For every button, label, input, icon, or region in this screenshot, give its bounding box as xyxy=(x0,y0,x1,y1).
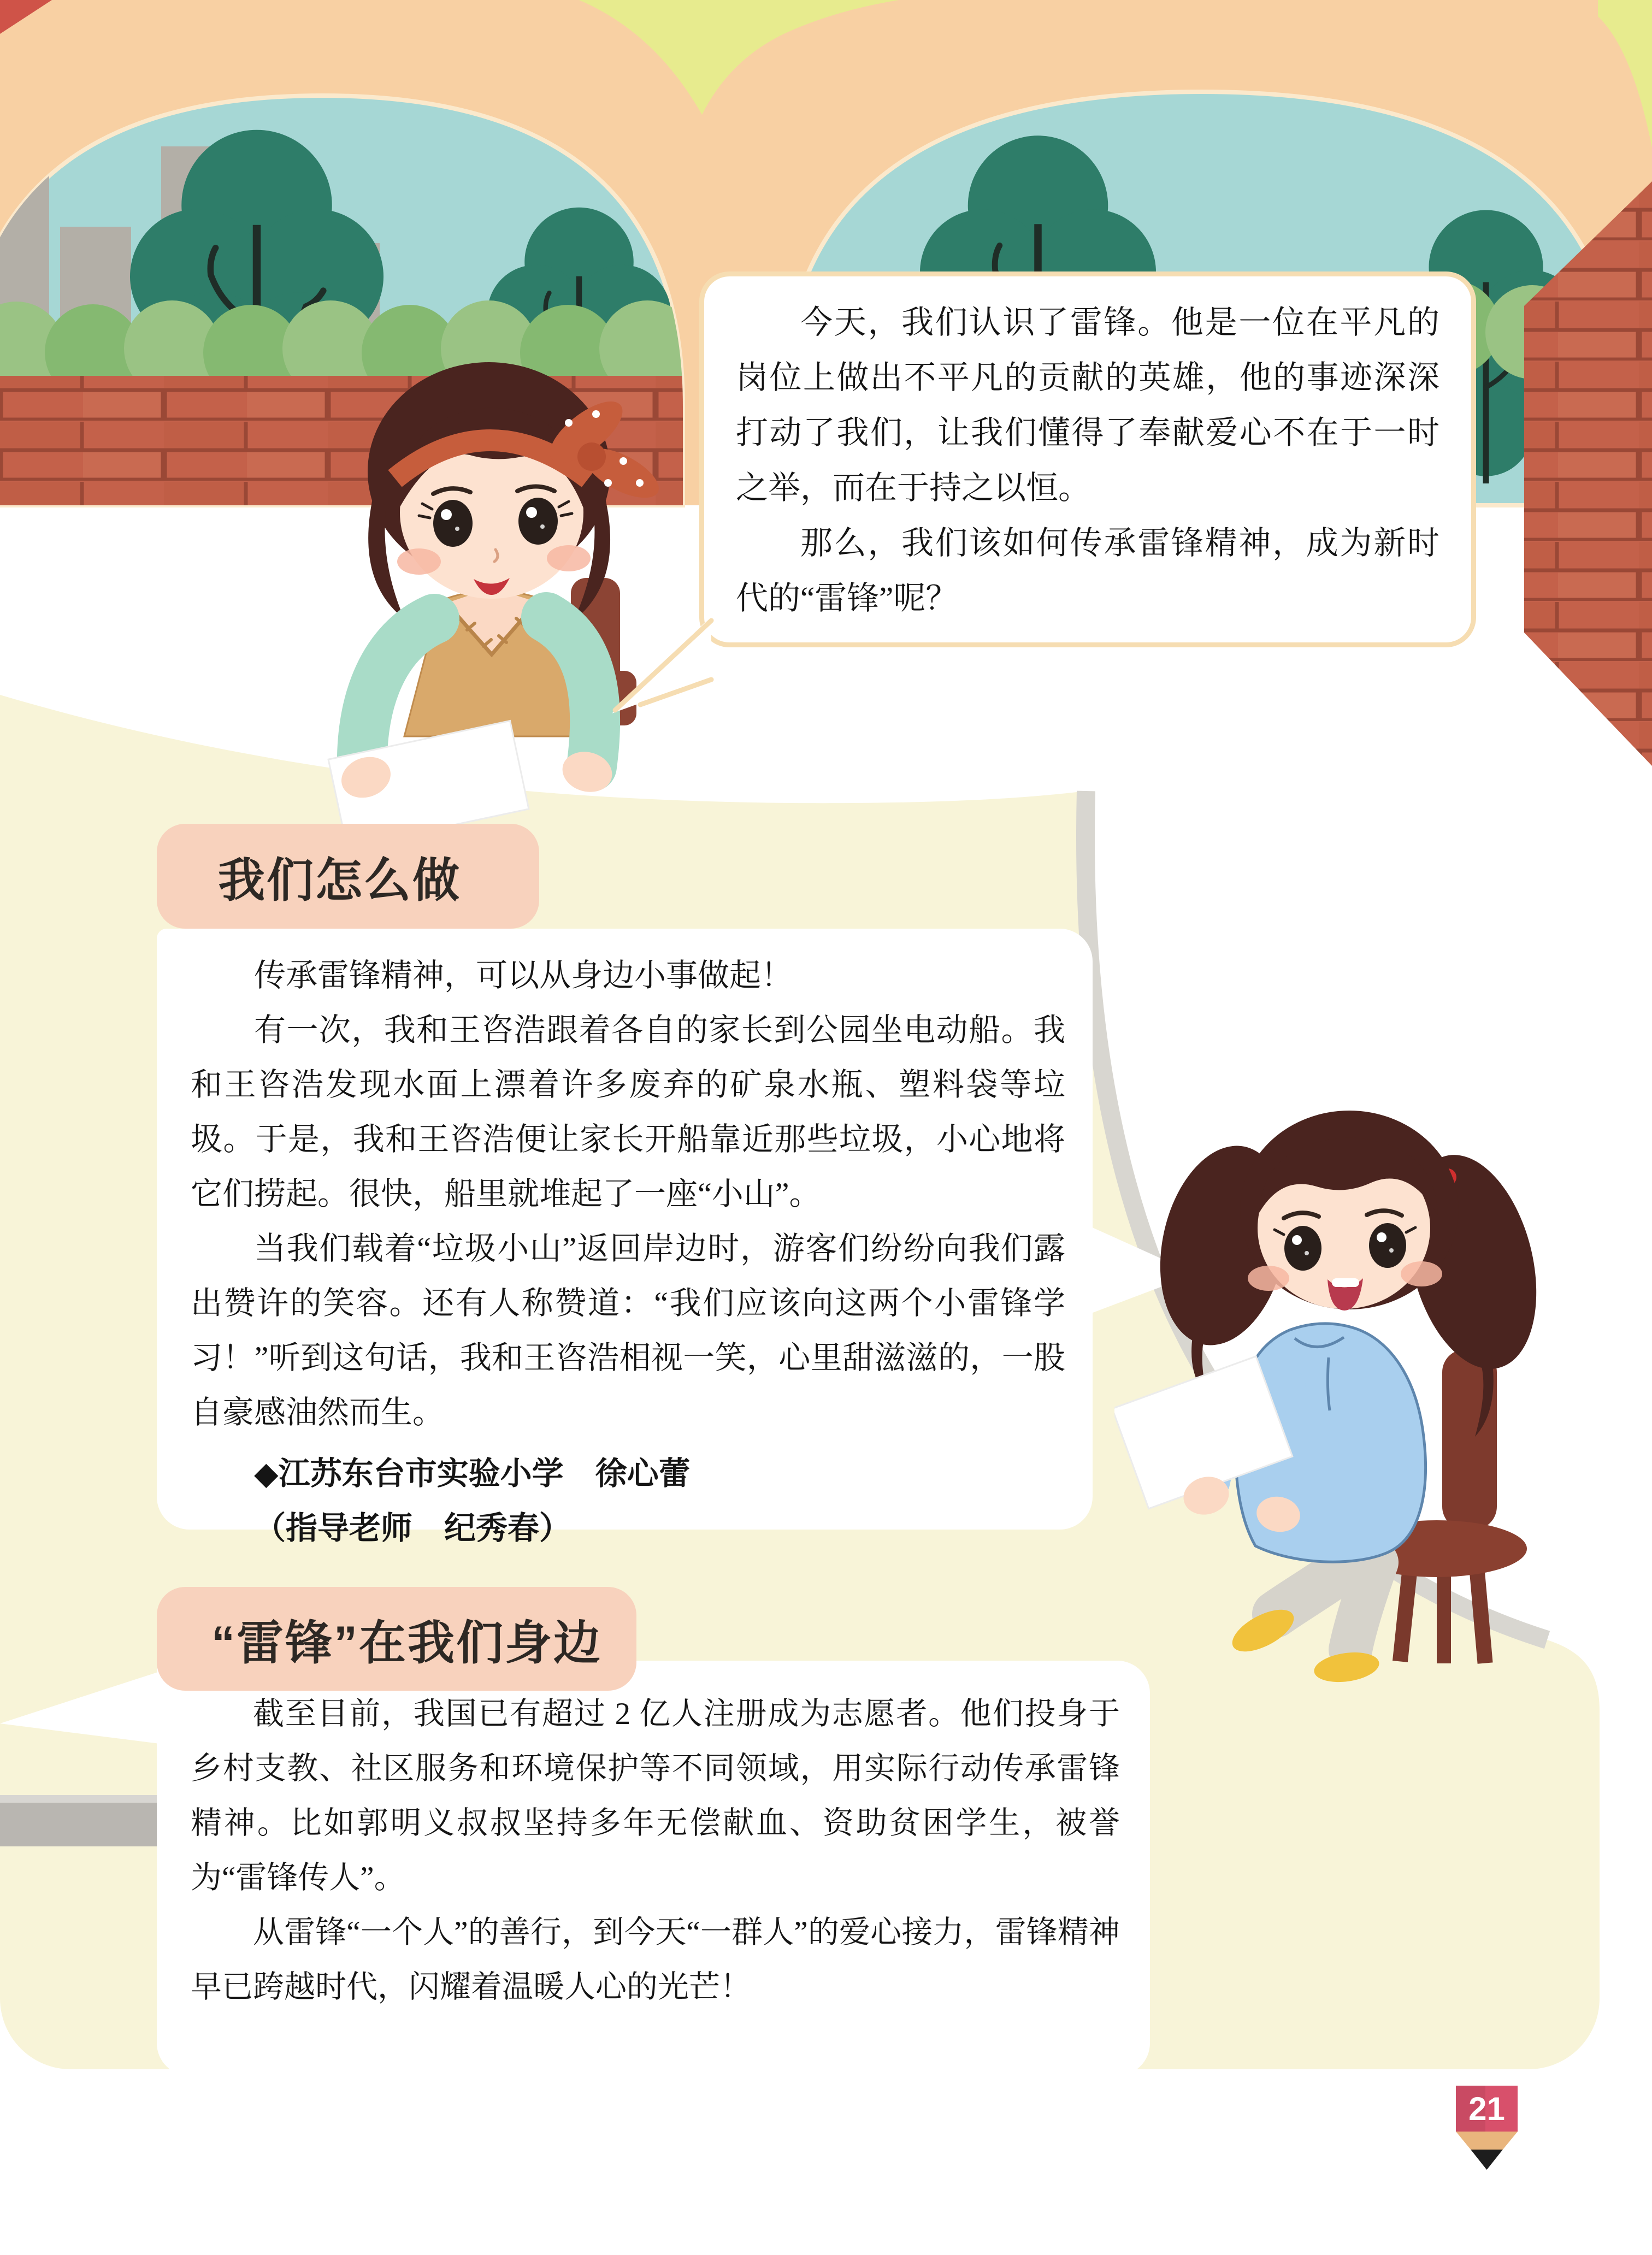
story-paragraph-3: 当我们载着“垃圾小山”返回岸边时，游客们纷纷向我们露出赞许的笑容。还有人称赞道：“我们应该向这两个小雷锋学习！”听到这句话，我和王咨浩相视一笑，心里甜滋滋的，一股自豪感油然而生。 xyxy=(191,1231,1065,1430)
blush xyxy=(1248,1266,1289,1291)
story-paragraph-1: 传承雷锋精神，可以从身边小事做起！ xyxy=(254,958,793,993)
story-card xyxy=(157,929,1093,1546)
volunteer-paragraph-2: 从雷锋“一个人”的善行，到今天“一群人”的爱心接力，雷锋精神早已跨越时代，闪耀着温暖人心的光芒！ xyxy=(191,1915,1120,2004)
page-number: 21 xyxy=(1456,2086,1518,2132)
volunteer-card xyxy=(157,1661,1150,2076)
volunteer-paragraph-1: 截至目前，我国已有超过 2 亿人注册成为志愿者。他们投身于乡村支教、社区服务和环境保护等不同领域，用实际行动传承雷锋精神。比如郭明义叔叔坚持多年无偿献血、资助贫困学生，被誉为“雷锋传人”。 xyxy=(191,1697,1120,1895)
pencil-tip-icon xyxy=(1456,2150,1518,2170)
section-heading-around-label: “雷锋”在我们身边 xyxy=(211,1617,602,1669)
story-tutor: （指导老师 纪秀春） xyxy=(254,1510,571,1546)
speech-bubble-tail xyxy=(607,616,722,725)
bubble-paragraph-2: 那么，我们该如何传承雷锋精神，成为新时代的“雷锋”呢？ xyxy=(736,525,1439,616)
blush xyxy=(397,548,441,575)
section-heading-around xyxy=(157,1587,636,1691)
story-author: ◆江苏东台市实验小学 徐心蕾 xyxy=(254,1456,691,1491)
pencil-wood xyxy=(1456,2132,1518,2150)
page-number-pencil xyxy=(1456,2086,1518,2170)
speech-bubble xyxy=(699,271,1476,647)
bubble-paragraph-1: 今天，我们认识了雷锋。他是一位在平凡的岗位上做出不平凡的贡献的英雄，他的事迹深深打动了我们，让我们懂得了奉献爱心不在于一时之举，而在于持之以恒。 xyxy=(736,304,1439,506)
section-heading-how-label: 我们怎么做 xyxy=(218,854,461,907)
girl-with-pigtails-illustration xyxy=(1114,1082,1573,1688)
story-paragraph-2: 有一次，我和王咨浩跟着各自的家长到公园坐电动船。我和王咨浩发现水面上漂着许多废弃的矿泉水瓶、塑料袋等垃圾。于是，我和王咨浩便让家长开船靠近那些垃圾，小心地将它们捞起。很快，船里就堆起了一座“小山”。 xyxy=(191,1012,1065,1212)
girl-with-headband-illustration xyxy=(303,332,675,824)
section-heading-how xyxy=(157,824,539,929)
